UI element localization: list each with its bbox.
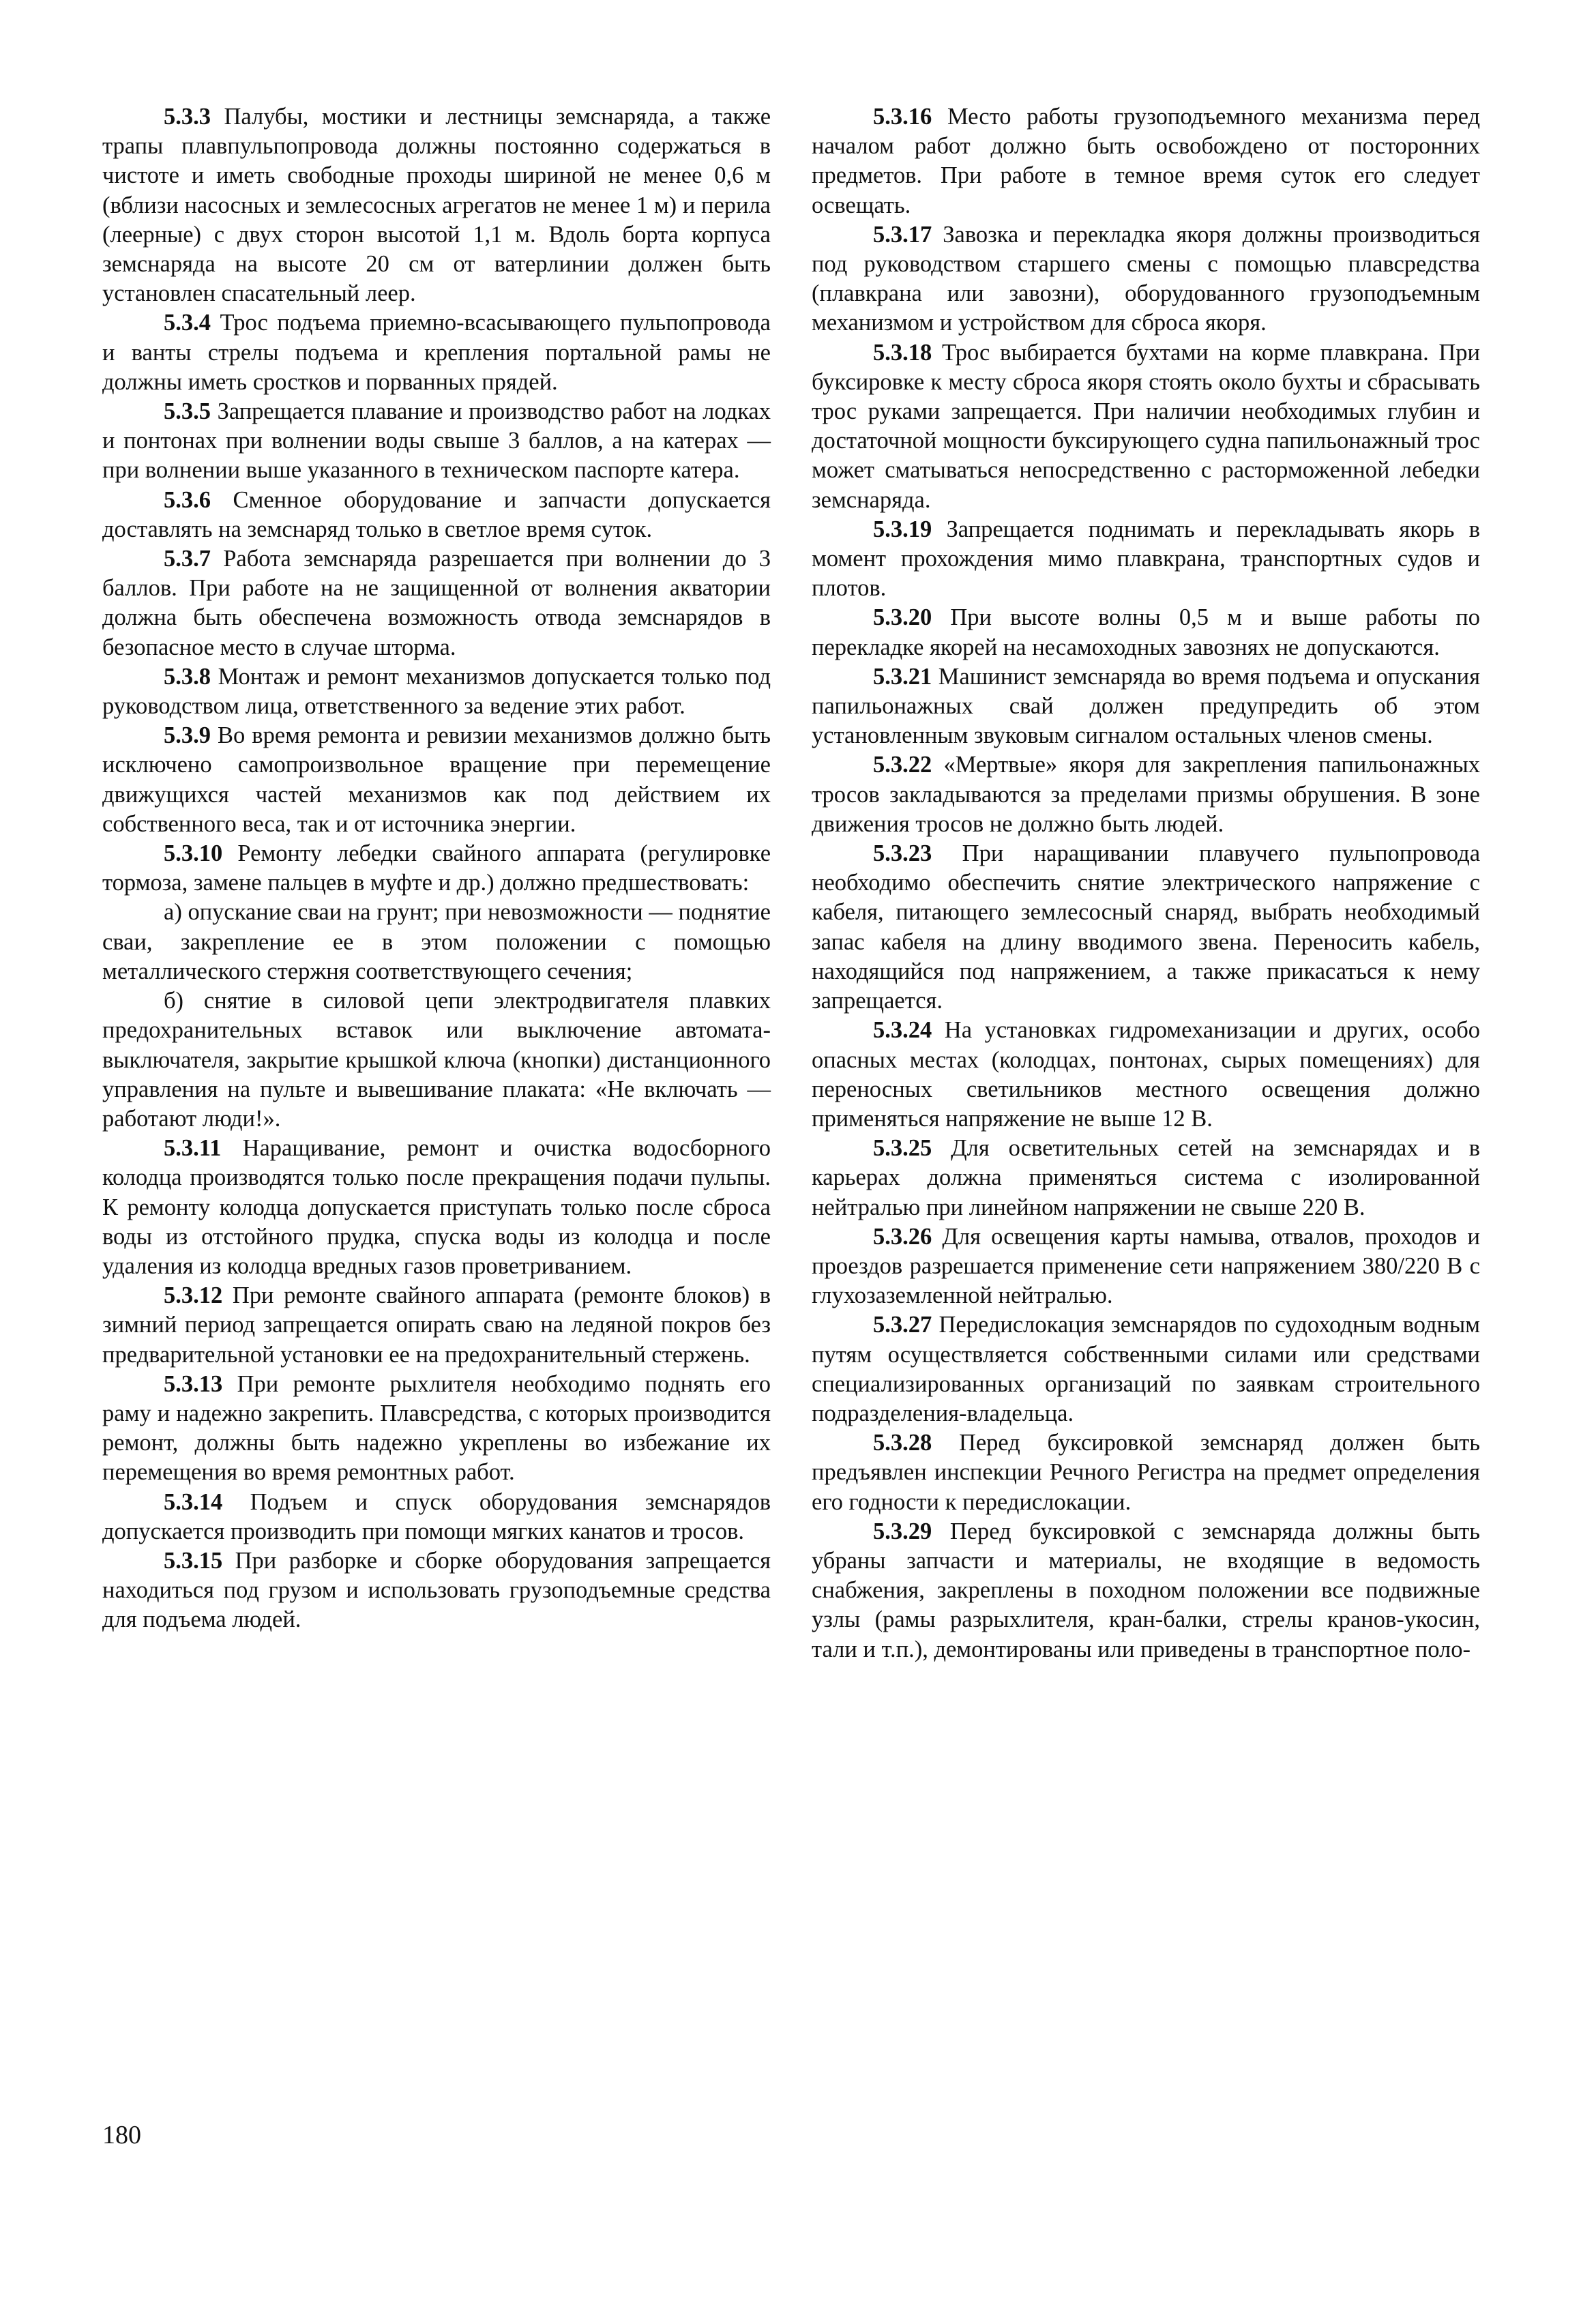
clause-number: 5.3.8	[164, 663, 211, 690]
clause-text: Трос выбирается бухтами на корме плавкрана. При буксировке к месту сброса якоря стоять около бухты и сбрасывать трос руками запрещается. При наличии необходимых глубин и достаточной мощности буксирующего судна папильонажный трос может сматываться непосредственно с расторможенной лебедки земснаряда.	[812, 339, 1480, 513]
paragraph	[102, 1546, 771, 1635]
clause-text: При ремонте рыхлителя необходимо поднять его раму и надежно закрепить. Плавсредства, с которых производится ремонт, должны быть надежно укреплены во избежание их перемещения во время ремонтных работ.	[102, 1370, 771, 1486]
paragraph	[102, 721, 771, 839]
clause-number: 5.3.14	[164, 1488, 223, 1515]
paragraph	[102, 898, 771, 986]
clause-number: 5.3.24	[873, 1017, 932, 1044]
clause-text: «Мертвые» якоря для закрепления папильонажных тросов закладываются за пределами призмы обрушения. В зоне движения тросов не должно быть людей.	[812, 752, 1480, 837]
clause-text: Перед буксировкой с земснаряда должны быть убраны запчасти и материалы, не входящие в ведомость снабжения, закреплены в походном положении все подвижные узлы (рамы разрыхлителя, кран-балки, стрелы кранов-укосин, тали и т.п.), демонтированы или приведены в транспортное поло-	[812, 1518, 1480, 1662]
right-column	[812, 102, 1480, 1664]
clause-text: При наращивании плавучего пульпопровода необходимо обеспечить снятие электрического напряжение с кабеля, питающего землесосный снаряд, выбрать необходимый запас кабеля на длину вводимого звена. Переносить кабель, находящийся под напряжением, а также прикасаться к нему запрещается.	[812, 840, 1481, 1014]
clause-text: При разборке и сборке оборудования запрещается находиться под грузом и использовать грузоподъемные средства для подъема людей.	[102, 1547, 771, 1633]
clause-text: Запрещается плавание и производство работ на лодках и понтонах при волнении воды свыше 3 баллов, а на катерах — при волнении выше указанного в техническом паспорте катера.	[102, 398, 771, 484]
clause-number: 5.3.22	[873, 752, 932, 778]
clause-number: 5.3.21	[873, 663, 932, 690]
clause-text: а) опускание сваи на грунт; при невозможности — поднятие сваи, закрепление ее в этом положении с помощью металлического стержня соответствующего сечения;	[102, 899, 771, 984]
paragraph	[812, 220, 1480, 338]
paragraph	[102, 102, 771, 308]
left-column	[102, 102, 771, 1635]
clause-number: 5.3.11	[164, 1135, 222, 1162]
clause-number: 5.3.6	[164, 486, 211, 513]
paragraph	[812, 662, 1480, 751]
clause-text: б) снятие в силовой цепи электродвигателя плавких предохранительных вставок или выключение автомата-выключателя, закрытие крышкой ключа (кнопки) дистанционного управления на пульте и вывешивание плаката: «Не включать — работают люди!».	[102, 988, 771, 1132]
clause-number: 5.3.3	[164, 104, 211, 130]
clause-number: 5.3.20	[873, 604, 932, 631]
clause-number: 5.3.5	[164, 398, 211, 425]
paragraph	[102, 397, 771, 486]
clause-number: 5.3.16	[873, 104, 932, 130]
clause-text: При ремонте свайного аппарата (ремонте блоков) в зимний период запрещается опирать сваю на ледяной покров без предварительной установки ее на предохранительный стержень.	[102, 1282, 771, 1368]
paragraph	[812, 338, 1480, 515]
paragraph	[812, 1517, 1480, 1664]
paragraph	[102, 544, 771, 662]
paragraph	[812, 1134, 1480, 1222]
clause-number: 5.3.28	[873, 1430, 932, 1456]
paragraph	[102, 308, 771, 397]
clause-number: 5.3.25	[873, 1135, 932, 1162]
clause-text: Трос подъема приемно-всасывающего пульпопровода и ванты стрелы подъема и крепления портальной рамы не должны иметь сростков и порванных прядей.	[102, 310, 771, 395]
clause-number: 5.3.7	[164, 546, 211, 572]
clause-text: На установках гидромеханизации и других, особо опасных местах (колодцах, понтонах, сырых помещениях) для переносных светильников местного освещения должно применяться напряжение не выше 12 В.	[812, 1017, 1480, 1132]
clause-number: 5.3.9	[164, 722, 211, 749]
paragraph	[102, 1488, 771, 1546]
paragraph	[812, 839, 1480, 1016]
paragraph	[102, 662, 771, 721]
clause-text: Ремонту лебедки свайного аппарата (регулировке тормоза, замене пальцев в муфте и др.) должно предшествовать:	[102, 840, 771, 896]
clause-number: 5.3.15	[164, 1547, 223, 1574]
clause-number: 5.3.18	[873, 339, 932, 366]
clause-text: Передислокация земснарядов по судоходным водным путям осуществляется собственными силами или средствами специализированных организаций по заявкам строительного подразделения-владельца.	[812, 1312, 1481, 1426]
clause-text: Машинист земснаряда во время подъема и опускания папильонажных свай должен предупредить об этом установленным звуковым сигналом остальных членов смены.	[812, 663, 1480, 749]
clause-text: Палубы, мостики и лестницы земснаряда, а также трапы плавпульпопровода должны постоянно содержаться в чистоте и иметь свободные проходы шириной не менее 0,6 м (вблизи насосных и землесосных агрегатов не менее 1 м) и перила (леерные) с двух сторон высотой 1,1 м. Вдоль борта корпуса земснаряда на высоте 20 см от ватерлинии должен быть установлен спасательный леер.	[102, 104, 771, 307]
paragraph	[812, 1310, 1480, 1428]
paragraph	[812, 1428, 1480, 1517]
clause-text: Запрещается поднимать и перекладывать якорь в момент прохождения мимо плавкрана, транспортных судов и плотов.	[812, 516, 1480, 602]
paragraph	[102, 986, 771, 1134]
clause-text: Для осветительных сетей на земснарядах и в карьерах должна применяться система с изолированной нейтралью при линейном напряжении не свыше 220 В.	[812, 1135, 1480, 1220]
paragraph	[812, 750, 1480, 839]
clause-number: 5.3.17	[873, 221, 932, 248]
paragraph	[812, 1222, 1480, 1311]
paragraph	[812, 515, 1480, 604]
paragraph	[102, 486, 771, 544]
clause-text: Сменное оборудование и запчасти допускается доставлять на земснаряд только в светлое время суток.	[102, 486, 771, 542]
clause-text: Работа земснаряда разрешается при волнении до 3 баллов. При работе на не защищенной от волнения акватории должна быть обеспечена возможность отвода земснарядов в безопасное место в случае шторма.	[102, 546, 771, 660]
clause-number: 5.3.26	[873, 1223, 932, 1250]
clause-number: 5.3.4	[164, 310, 211, 336]
clause-number: 5.3.12	[164, 1282, 223, 1309]
clause-number: 5.3.10	[164, 840, 223, 867]
clause-text: Подъем и спуск оборудования земснарядов допускается производить при помощи мягких канатов и тросов.	[102, 1488, 771, 1544]
clause-text: Наращивание, ремонт и очистка водосборного колодца производятся только после прекращения подачи пульпы. К ремонту колодца допускается приступать только после сброса воды из отстойного прудка, спуска воды из колодца и после удаления из колодца вредных газов проветриванием.	[102, 1135, 771, 1279]
clause-number: 5.3.13	[164, 1370, 223, 1397]
paragraph	[102, 839, 771, 898]
clause-text: Перед буксировкой земснаряд должен быть предъявлен инспекции Речного Регистра на предмет определения его годности к передислокации.	[812, 1430, 1481, 1515]
clause-number: 5.3.27	[873, 1312, 932, 1338]
paragraph	[812, 603, 1480, 662]
clause-text: Во время ремонта и ревизии механизмов должно быть исключено самопроизвольное вращение при перемещение движущихся частей механизмов как под действием их собственного веса, так и от источника энергии.	[102, 722, 771, 837]
clause-text: Завозка и перекладка якоря должны производиться под руководством старшего смены с помощью плавсредства (плавкрана или завозни), оборудованного грузоподъемным механизмом и устройством для сброса якоря.	[812, 221, 1480, 336]
clause-text: Для освещения карты намыва, отвалов, проходов и проездов разрешается применение сети напряжением 380/220 В с глухозаземленной нейтралью.	[812, 1223, 1481, 1309]
page-number: 180	[102, 2121, 141, 2149]
clause-number: 5.3.23	[873, 840, 932, 867]
paragraph	[102, 1370, 771, 1488]
clause-text: При высоте волны 0,5 м и выше работы по перекладке якорей на несамоходных завознях не допускаются.	[812, 604, 1481, 660]
paragraph	[102, 1134, 771, 1281]
clause-number: 5.3.19	[873, 516, 932, 542]
clause-number: 5.3.29	[873, 1518, 932, 1544]
clause-text: Монтаж и ремонт механизмов допускается только под руководством лица, ответственного за ведение этих работ.	[102, 663, 771, 720]
paragraph	[102, 1281, 771, 1370]
clause-text: Место работы грузоподъемного механизма перед началом работ должно быть освобождено от посторонних предметов. При работе в темное время суток его следует освещать.	[812, 104, 1480, 218]
paragraph	[812, 102, 1480, 220]
paragraph	[812, 1016, 1480, 1134]
